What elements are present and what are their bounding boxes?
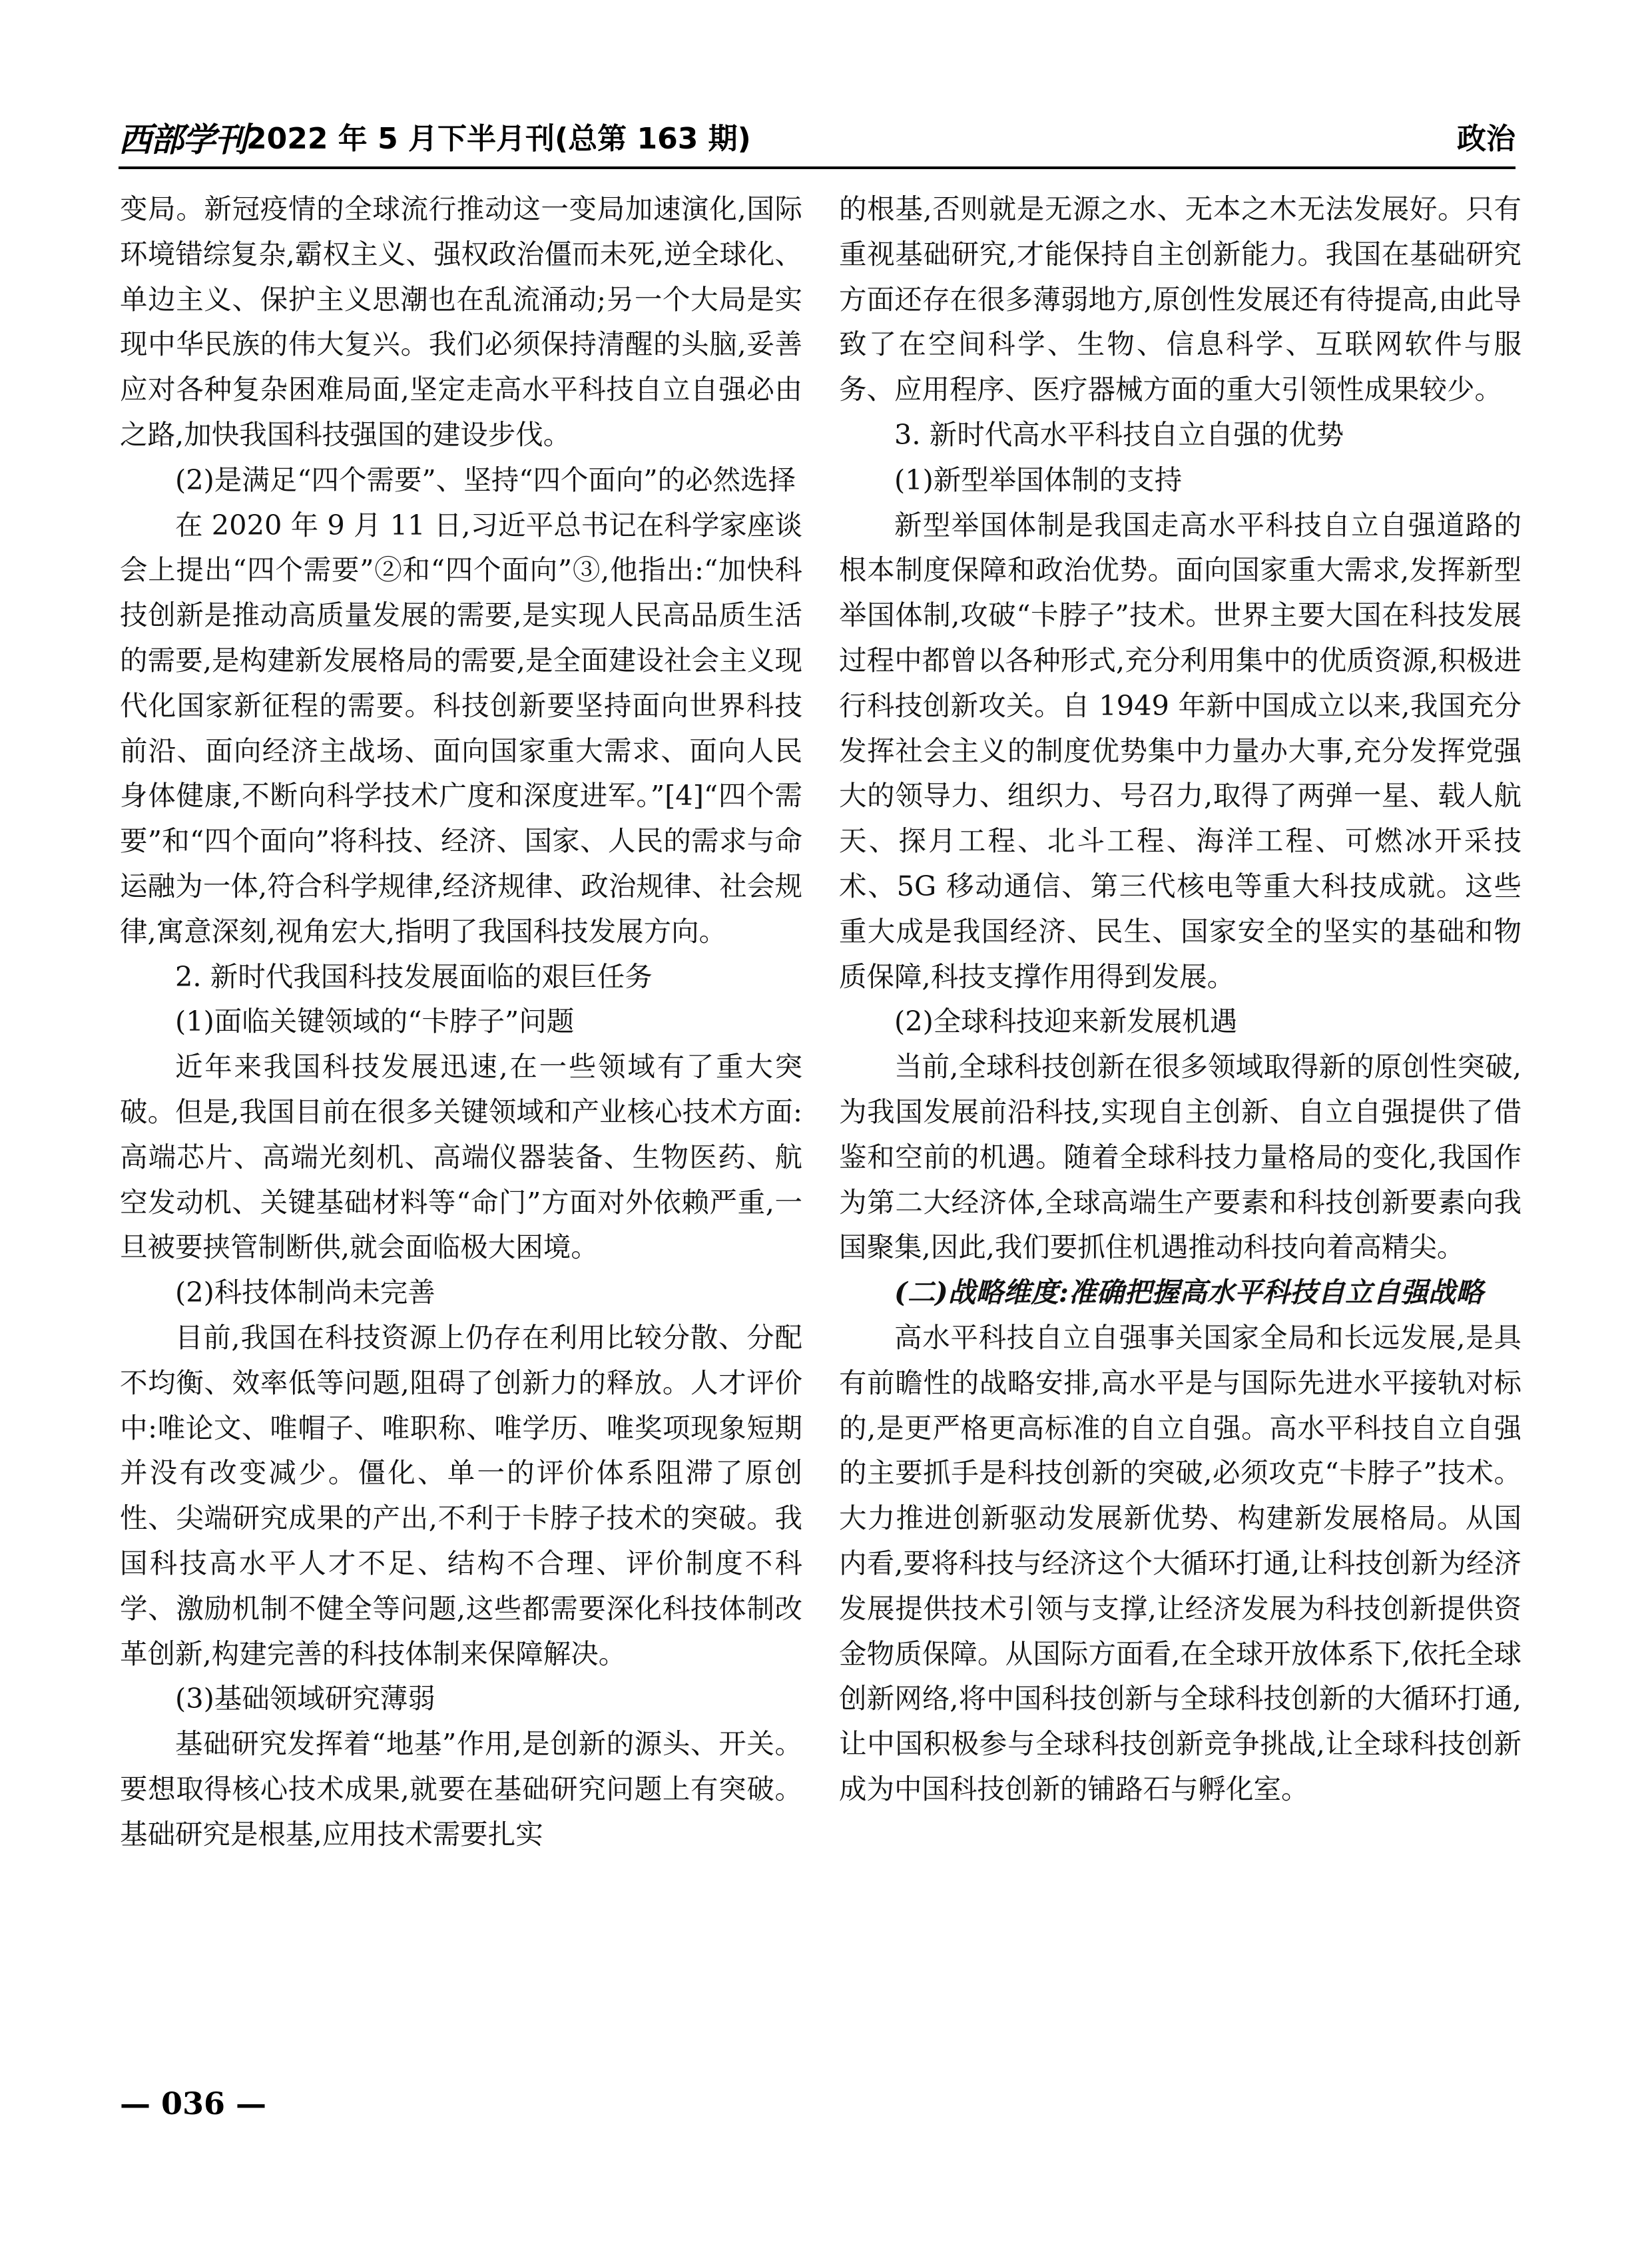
page-number: — 036 — bbox=[120, 2086, 267, 2121]
journal-logo: 西部学刊 bbox=[119, 120, 246, 159]
header-rule bbox=[119, 166, 1515, 169]
paragraph: 近年来我国科技发展迅速,在一些领域有了重大突破。但是,我国目前在很多关键领域和产业核心技术方面:高端芯片、高端光刻机、高端仪器装备、生物医药、航空发动机、关键基础材料等“命门”方面对外依赖严重,一旦被要挟管制断供,就会面临极大困境。 bbox=[120, 1050, 802, 1264]
page-footer bbox=[120, 2086, 266, 2121]
paragraph: (1)新型举国体制的支持 bbox=[894, 463, 1183, 496]
paragraph: (1)面临关键领域的“卡脖子”问题 bbox=[175, 1005, 575, 1038]
left-column bbox=[120, 186, 802, 1856]
paragraph: 3. 新时代高水平科技自立自强的优势 bbox=[894, 418, 1344, 451]
section-label: 政治 bbox=[1457, 122, 1515, 156]
paragraph: (二)战略维度:准确把握高水平科技自立自强战略 bbox=[894, 1276, 1484, 1309]
paragraph: (2)科技体制尚未完善 bbox=[175, 1276, 435, 1309]
paragraph: 高水平科技自立自强事关国家全局和长远发展,是具有前瞻性的战略安排,高水平是与国际先进水平接轨对标的,是更严格更高标准的自立自强。高水平科技自立自强的主要抓手是科技创新的突破,必须攻克“卡脖子”技术。大力推进创新驱动发展新优势、构建新发展格局。从国内看,要将科技与经济这个大循环打通,让科技创新为经济发展提供技术引领与支撑,让经济发展为科技创新提供资金物质保障。从国际方面看,在全球开放体系下,依托全球创新网络,将中国科技创新与全球科技创新的大循环打通,让中国积极参与全球科技创新竞争挑战,让全球科技创新成为中国科技创新的铺路石与孵化室。 bbox=[839, 1320, 1521, 1805]
paragraph: 目前,我国在科技资源上仍存在利用比较分散、分配不均衡、效率低等问题,阻碍了创新力的释放。人才评价中:唯论文、唯帽子、唯职称、唯学历、唯奖项现象短期并没有改变减少。僵化、单一的评价体系阻滞了原创性、尖端研究成果的产出,不利于卡脖子技术的突破。我国科技高水平人才不足、结构不合理、评价制度不科学、激励机制不健全等问题,这些都需要深化科技体制改革创新,构建完善的科技体制来保障解决。 bbox=[120, 1320, 802, 1670]
paragraph: 在 2020 年 9 月 11 日,习近平总书记在科学家座谈会上提出“四个需要”②和“四个面向”③,他指出:“加快科技创新是推动高质量发展的需要,是实现人民高品质生活的需要,是构建新发展格局的需要,是全面建设社会主义现代化国家新征程的需要。科技创新要坚持面向世界科技前沿、面向经济主战场、面向国家重大需求、面向人民身体健康,不断向科学技术广度和深度进军。”[4]“四个需要”和“四个面向”将科技、经济、国家、人民的需求与命运融为一体,符合科学规律,经济规律、政治规律、社会规律,寓意深刻,视角宏大,指明了我国科技发展方向。 bbox=[120, 508, 802, 948]
paragraph: 当前,全球科技创新在很多领域取得新的原创性突破,为我国发展前沿科技,实现自主创新、自立自强提供了借鉴和空前的机遇。随着全球科技力量格局的变化,我国作为第二大经济体,全球高端生产要素和科技创新要素向我国聚集,因此,我们要抓住机遇推动科技向着高精尖。 bbox=[839, 1050, 1521, 1264]
paragraph: (2)是满足“四个需要”、坚持“四个面向”的必然选择 bbox=[175, 463, 796, 496]
paragraph: (2)全球科技迎来新发展机遇 bbox=[894, 1005, 1238, 1038]
issue-info: 2022 年 5 月下半月刊(总第 163 期) bbox=[246, 122, 751, 156]
paragraph: 的根基,否则就是无源之水、无本之木无法发展好。只有重视基础研究,才能保持自主创新能力。我国在基础研究方面还存在很多薄弱地方,原创性发展还有待提高,由此导致了在空间科学、生物、信息科学、互联网软件与服务、应用程序、医疗器械方面的重大引领性成果较少。 bbox=[839, 192, 1521, 406]
page-header bbox=[119, 112, 1515, 160]
paragraph: 基础研究发挥着“地基”作用,是创新的源头、开关。要想取得核心技术成果,就要在基础研究问题上有突破。基础研究是根基,应用技术需要扎实 bbox=[120, 1727, 802, 1850]
paragraph: 变局。新冠疫情的全球流行推动这一变局加速演化,国际环境错综复杂,霸权主义、强权政治僵而未死,逆全球化、单边主义、保护主义思潮也在乱流涌动;另一个大局是实现中华民族的伟大复兴。我们必须保持清醒的头脑,妥善应对各种复杂困难局面,坚定走高水平科技自立自强必由之路,加快我国科技强国的建设步伐。 bbox=[120, 192, 802, 451]
paragraph: (3)基础领域研究薄弱 bbox=[175, 1682, 435, 1715]
right-column bbox=[839, 186, 1521, 1812]
paragraph: 新型举国体制是我国走高水平科技自立自强道路的根本制度保障和政治优势。面向国家重大需求,发挥新型举国体制,攻破“卡脖子”技术。世界主要大国在科技发展过程中都曾以各种形式,充分利用集中的优质资源,积极进行科技创新攻关。自 1949 年新中国成立以来,我国充分发挥社会主义的制度优势集中力量办大事,充分发挥党强大的领导力、组织力、号召力,取得了两弹一星、载人航天、探月工程、北斗工程、海洋工程、可燃冰开采技术、5G 移动通信、第三代核电等重大科技成就。这些重大成是我国经济、民生、国家安全的坚实的基础和物质保障,科技支撑作用得到发展。 bbox=[839, 508, 1521, 993]
paragraph: 2. 新时代我国科技发展面临的艰巨任务 bbox=[175, 960, 653, 993]
